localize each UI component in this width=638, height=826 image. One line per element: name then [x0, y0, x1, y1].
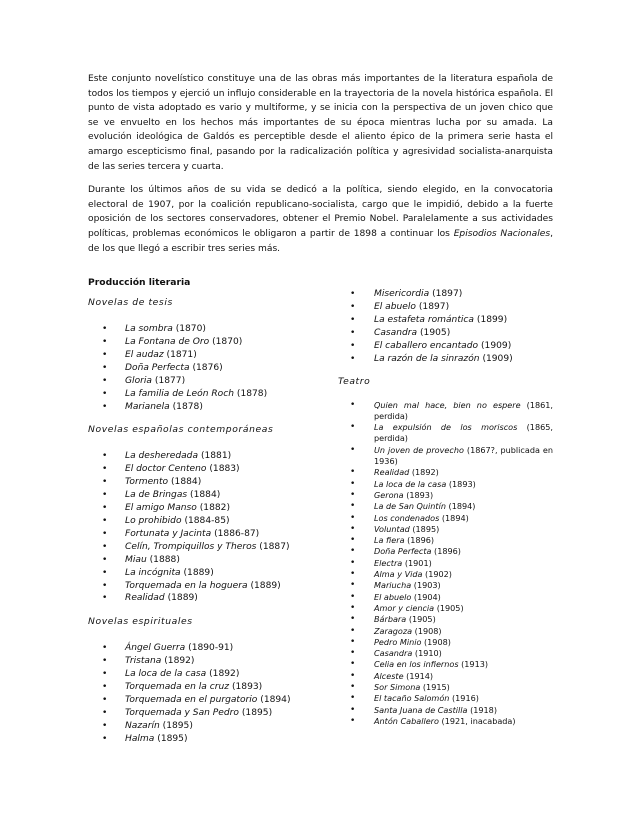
subsection-heading: Novelas españolas contemporáneas — [88, 424, 274, 436]
work-year: (1890-91) — [188, 643, 234, 654]
work-year: (1896) — [434, 546, 461, 557]
list-item — [338, 353, 553, 366]
work-title: Sor Simona — [374, 681, 421, 692]
section-heading: Producción literaria — [88, 277, 191, 289]
work-year: (1892) — [411, 467, 439, 478]
work-year: (1876) — [192, 362, 223, 373]
work-year: (1895) — [241, 707, 273, 718]
list-item — [88, 323, 303, 336]
teatro-heading: Teatro — [338, 375, 371, 387]
work-year: (1883) — [209, 464, 240, 475]
work-title: Electra — [374, 557, 403, 568]
work-year: (1895) — [162, 720, 193, 731]
work-title: Celín, Trompiquillos y Theros — [125, 541, 257, 552]
list-item — [88, 489, 303, 502]
work-title: La de Bringas — [125, 490, 188, 501]
list-item — [88, 567, 303, 580]
list-item — [88, 349, 303, 362]
list-item — [88, 450, 303, 463]
list-item — [338, 626, 553, 637]
work-year: (1870) — [212, 337, 243, 348]
list-item — [338, 671, 553, 682]
work-title: Un joven de provecho — [374, 444, 464, 455]
work-year: (1878) — [172, 401, 203, 412]
document-page — [88, 72, 553, 796]
works-list — [88, 450, 303, 605]
list-item — [338, 603, 553, 614]
work-title: Lo prohibido — [125, 516, 182, 526]
list-item — [338, 513, 553, 524]
work-year: (1882) — [199, 503, 230, 514]
work-year: (1921, inacabada) — [441, 715, 516, 726]
work-title: La expulsión de los moriscos — [374, 422, 518, 433]
list-item — [338, 716, 553, 727]
work-year: (1895) — [157, 733, 188, 744]
list-item — [338, 340, 553, 353]
work-title: Quien mal hace, bien no espere — [374, 399, 521, 410]
list-item — [338, 490, 553, 501]
work-year: (1889) — [250, 580, 281, 591]
list-item — [338, 467, 553, 478]
left-column — [88, 276, 303, 745]
work-year: (1889) — [183, 567, 214, 578]
work-year: (1871) — [166, 349, 197, 360]
list-item — [88, 554, 303, 567]
work-title: Celia en los infiernos — [374, 659, 459, 670]
work-title: El abuelo — [374, 302, 416, 313]
work-year: (1884) — [190, 490, 221, 501]
list-item — [88, 336, 303, 349]
work-year: (1861, perdida) — [374, 399, 554, 421]
work-year: (1902) — [425, 569, 452, 580]
list-item — [338, 288, 553, 301]
work-title: Marianela — [125, 401, 170, 412]
list-item — [338, 637, 553, 648]
right-column — [338, 276, 553, 727]
work-year: (1905) — [436, 602, 464, 613]
work-year: (1908) — [424, 636, 451, 647]
work-title: Realidad — [374, 467, 410, 478]
work-title: Pedro Minio — [374, 636, 422, 647]
work-title: Voluntad — [374, 523, 410, 534]
list-item — [338, 693, 553, 704]
work-title: Gloria — [125, 375, 152, 386]
work-title: Alma y Vida — [374, 569, 423, 580]
work-title: El caballero encantado — [374, 340, 479, 351]
work-year: (1884) — [171, 477, 202, 488]
list-item — [88, 668, 303, 681]
work-title: Fortunata y Jacinta — [125, 528, 212, 539]
work-title: La Fontana de Oro — [125, 337, 210, 348]
list-item — [338, 400, 553, 423]
politics-text-end: , de los que llegó a escribir tres series más. — [88, 228, 553, 254]
work-title: La sombra — [125, 324, 173, 335]
work-year: (1908) — [414, 625, 442, 636]
work-year: (1915) — [422, 681, 450, 692]
work-year: (1893) — [231, 682, 263, 693]
work-title: Doña Perfecta — [125, 362, 190, 373]
list-item — [338, 659, 553, 670]
work-title: El tacaño Salomón — [374, 693, 450, 704]
work-title: Casandra — [374, 648, 413, 659]
work-title: El audaz — [125, 349, 164, 360]
work-year: (1892) — [209, 669, 240, 680]
works-list — [88, 642, 303, 745]
work-title: Halma — [125, 733, 155, 744]
work-year: (1905) — [420, 327, 451, 338]
list-item — [338, 535, 553, 546]
politics-text: Durante los últimos años de su vida se dedicó a la política, siendo elegido, en la convocatoria electoral de 1907, por la coalición republicano-socialista, cargo que le impidió, debido a la fuerte oposición de los sectores conservadores, obtener el Premio Nobel. Paralelamente a sus actividades políticas, problemas económicos le obligaron a partir de 1898 a continuar los — [88, 185, 553, 239]
list-item — [88, 580, 303, 593]
list-item — [88, 515, 303, 528]
list-item — [338, 524, 553, 535]
work-year: (1903) — [413, 580, 441, 591]
work-year: (1893) — [448, 478, 476, 489]
work-year: (1878) — [236, 388, 268, 399]
work-year: (1888) — [149, 554, 180, 565]
teatro-list — [338, 400, 553, 728]
list-item — [88, 694, 303, 707]
list-item — [88, 388, 303, 401]
list-item — [338, 501, 553, 512]
list-item — [338, 479, 553, 490]
works-list — [88, 323, 303, 413]
work-year: (1894) — [448, 501, 476, 512]
work-title: Gerona — [374, 489, 404, 500]
list-item — [338, 705, 553, 716]
list-item — [88, 401, 303, 414]
work-title: La desheredada — [125, 451, 199, 462]
work-year: (1910) — [414, 648, 442, 659]
list-item — [88, 681, 303, 694]
intro-paragraph: Este conjunto novelístico constituye una de las obras más importantes de la literatura española de todos los tiempos y ejerció un influjo considerable en la trayectoria de la novela histórica española. El punto de vista adoptado es vario y multiforme, y se inicia con la perspectiva de un joven chico que se ve envuelto en los hechos más importantes de su época mientras lucha por su amada. La evolución ideológica de Galdós es perceptible desde el aliento épico de la primera serie hasta el amargo escepticismo final, pasando por la radicalización política y agresividad socialista-anarquista de las series tercera y cuarta. — [88, 74, 553, 172]
work-year: (1897) — [432, 289, 463, 300]
work-title: Misericordia — [374, 289, 430, 300]
work-title: Alceste — [374, 670, 404, 681]
work-title: Doña Perfecta — [374, 546, 432, 557]
work-title: El doctor Centeno — [125, 464, 207, 475]
list-item — [88, 375, 303, 388]
work-title: Santa Juana de Castilla — [374, 704, 468, 715]
work-year: (1870) — [175, 324, 206, 335]
work-year: (1897) — [418, 302, 450, 313]
work-year: (1894) — [260, 694, 291, 705]
work-year: (1914) — [406, 670, 434, 681]
work-title: Bárbara — [374, 614, 407, 625]
work-title: El abuelo — [374, 591, 412, 602]
list-item — [88, 733, 303, 746]
work-year: (1867?, publicada en 1936) — [374, 444, 553, 467]
work-title: Amor y ciencia — [374, 602, 435, 613]
list-item — [88, 502, 303, 515]
subsection-heading: Novelas espirituales — [88, 616, 193, 628]
list-item — [338, 569, 553, 580]
work-year: (1865, perdida) — [374, 422, 553, 444]
list-item — [338, 445, 553, 468]
list-item — [88, 528, 303, 541]
list-item — [338, 314, 553, 327]
work-year: (1895) — [412, 523, 440, 534]
work-title: La razón de la sinrazón — [374, 353, 480, 364]
list-item — [338, 422, 553, 445]
work-year: (1909) — [482, 353, 513, 364]
work-title: La incógnita — [125, 567, 181, 578]
work-year: (1901) — [404, 557, 432, 568]
work-year: (1877) — [154, 375, 186, 386]
work-title: La familia de León Roch — [125, 388, 234, 399]
list-item — [88, 362, 303, 375]
work-year: (1894) — [441, 512, 469, 523]
work-title: La loca de la casa — [125, 669, 207, 680]
work-title: Torquemada en la cruz — [125, 682, 230, 693]
list-item — [338, 558, 553, 569]
list-item — [338, 682, 553, 693]
work-year: (1904) — [413, 591, 441, 602]
work-year: (1905) — [408, 614, 436, 625]
work-year: (1899) — [476, 314, 508, 325]
list-item — [338, 614, 553, 625]
list-item — [88, 642, 303, 655]
list-item — [338, 546, 553, 557]
left-sections — [88, 296, 303, 745]
work-title: Casandra — [374, 327, 418, 338]
work-title: Los condenados — [374, 512, 440, 523]
list-item — [88, 655, 303, 668]
list-item — [338, 580, 553, 591]
work-title: Zaragoza — [374, 625, 413, 636]
work-title: El amigo Manso — [125, 503, 197, 514]
work-title: Tristana — [125, 656, 162, 667]
work-year: (1881) — [200, 451, 232, 462]
episodios-title: Episodios Nacionales — [453, 228, 551, 239]
work-year: (1884-85) — [184, 516, 230, 526]
list-item — [338, 648, 553, 659]
list-item — [88, 476, 303, 489]
work-title: Nazarín — [125, 720, 160, 731]
work-year: (1887) — [259, 541, 290, 552]
list-item — [88, 707, 303, 720]
work-title: La loca de la casa — [374, 478, 447, 489]
work-title: Realidad — [125, 593, 165, 604]
work-title: Miau — [125, 554, 147, 565]
works-columns — [88, 276, 553, 796]
work-year: (1909) — [481, 340, 512, 351]
work-title: Antón Caballero — [374, 715, 439, 726]
work-title: Mariucha — [374, 580, 412, 591]
work-year: (1913) — [461, 659, 489, 670]
list-item — [338, 592, 553, 603]
work-title: La de San Quintín — [374, 501, 446, 512]
list-item — [88, 463, 303, 476]
work-year: (1889) — [167, 593, 198, 604]
spiritual-novels-continued — [338, 288, 553, 365]
list-item — [88, 720, 303, 733]
list-item — [338, 301, 553, 314]
work-title: Torquemada y San Pedro — [125, 707, 239, 718]
work-year: (1918) — [470, 704, 497, 715]
work-year: (1896) — [407, 535, 435, 546]
list-item — [88, 592, 303, 605]
work-year: (1886-87) — [214, 528, 260, 539]
work-title: Tormento — [125, 477, 169, 488]
work-title: La estafeta romántica — [374, 314, 474, 325]
work-title: La fiera — [374, 535, 405, 546]
subsection-heading: Novelas de tesis — [88, 297, 173, 309]
list-item — [88, 541, 303, 554]
work-title: Torquemada en la hoguera — [125, 580, 248, 591]
list-item — [338, 327, 553, 340]
work-year: (1916) — [451, 693, 479, 704]
work-year: (1893) — [406, 489, 434, 500]
work-title: Ángel Guerra — [125, 643, 186, 654]
work-title: Torquemada en el purgatorio — [125, 694, 258, 705]
politics-paragraph — [88, 183, 553, 256]
work-year: (1892) — [164, 656, 195, 667]
